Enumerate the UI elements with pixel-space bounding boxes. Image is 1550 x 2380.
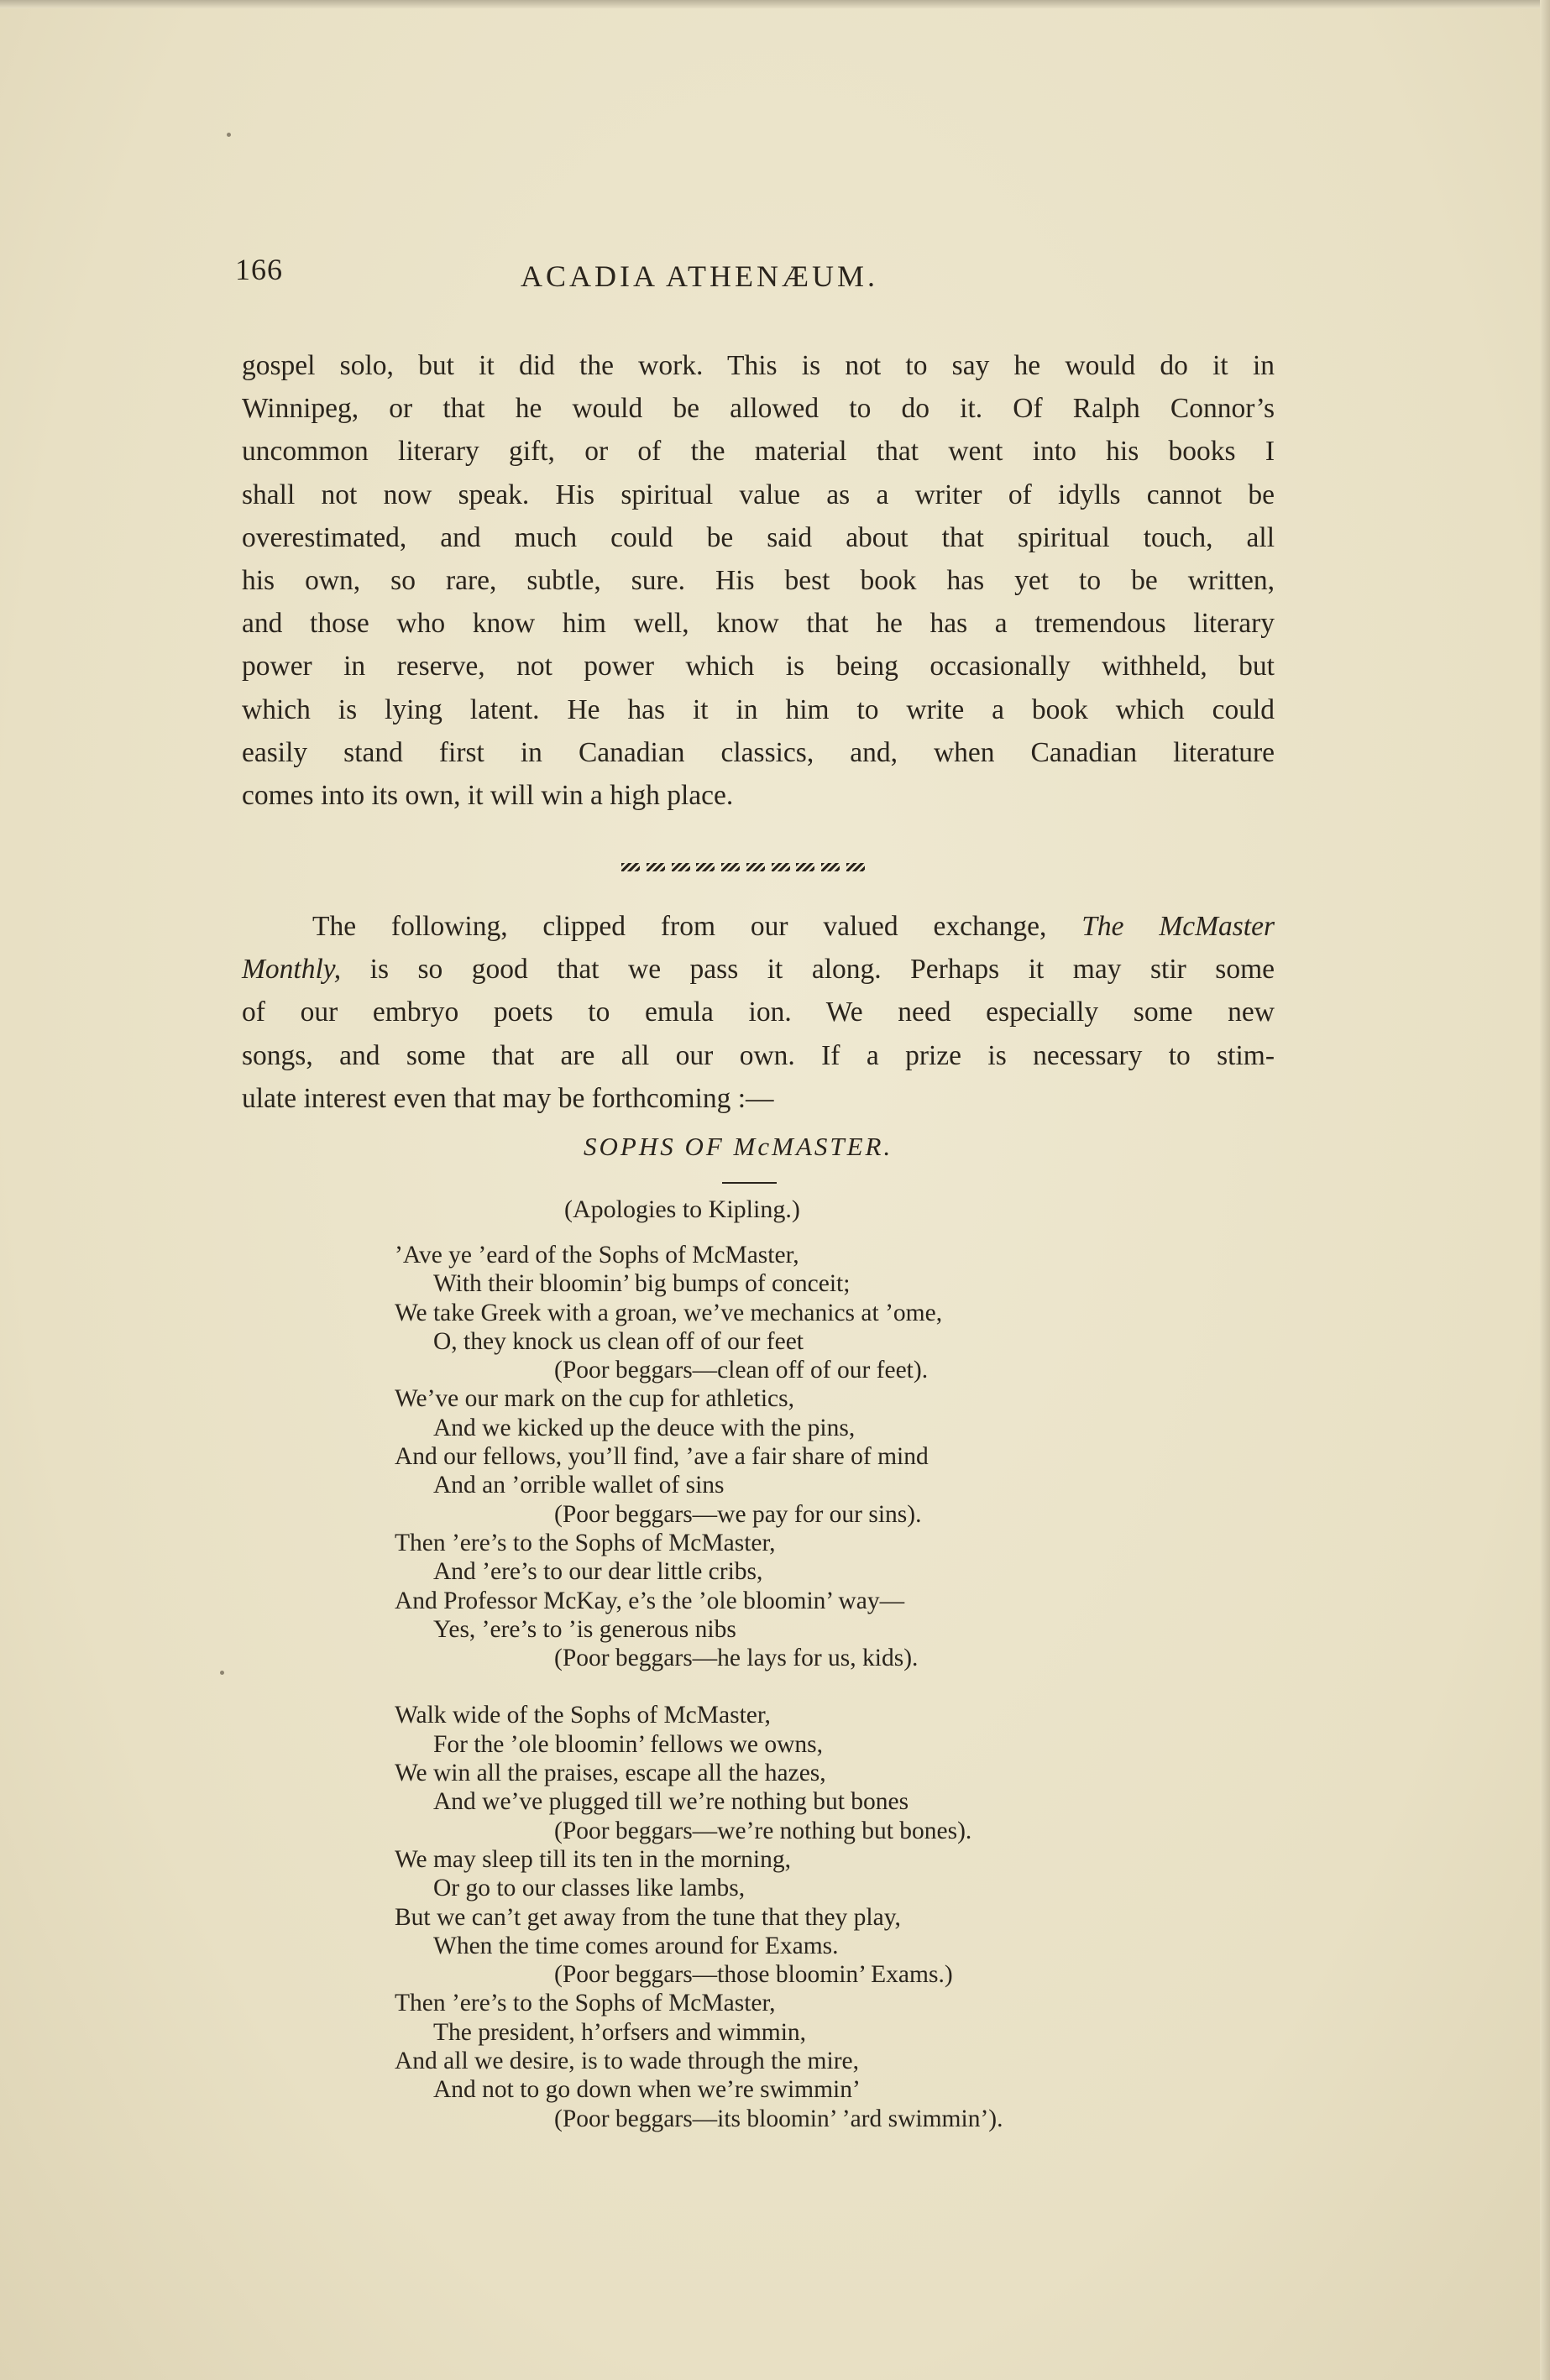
stanza-break bbox=[395, 1672, 1150, 1701]
text-line: Winnipeg, or that he would be allowed to do it. Of Ralph Connor’s bbox=[242, 393, 1275, 425]
poem-line: But we can’t get away from the tune that they play, bbox=[395, 1903, 901, 1931]
poem-line: (Poor beggars—he lays for us, kids). bbox=[554, 1645, 919, 1672]
poem-line: We’ve our mark on the cup for athletics, bbox=[395, 1385, 795, 1413]
text-line: and those who know him well, know that he has a tremendous literary bbox=[242, 608, 1275, 640]
poem-line: And our fellows, you’ll find, ’ave a fair share of mind bbox=[395, 1443, 929, 1471]
poem-line: We take Greek with a groan, we’ve mechanics at ’ome, bbox=[395, 1299, 943, 1326]
poem-title: SOPHS OF McMASTER. bbox=[584, 1132, 893, 1161]
text-line: which is lying latent. He has it in him to write a book which could bbox=[242, 693, 1275, 725]
poem-line: And ’ere’s to our dear little cribs, bbox=[433, 1558, 763, 1586]
poem-line: Then ’ere’s to the Sophs of McMaster, bbox=[395, 1990, 776, 2017]
text-line bbox=[242, 905, 1275, 948]
poem-line: Walk wide of the Sophs of McMaster, bbox=[395, 1702, 771, 1729]
poem-line: For the ’ole bloomin’ fellows we owns, bbox=[433, 1730, 824, 1758]
running-title: ACADIA ATHENÆUM. bbox=[521, 259, 879, 293]
text-line: shall not now speak. His spiritual value as a writer of idylls cannot be bbox=[242, 479, 1275, 510]
text-line: uncommon literary gift, or of the material that went into his books I bbox=[242, 436, 1275, 468]
poem-line: And an ’orrible wallet of sins bbox=[433, 1472, 725, 1499]
paragraph-mcmaster-intro bbox=[242, 905, 1275, 1120]
line-text: is so good that we pass it along. Perhaps it may stir some bbox=[369, 954, 1275, 986]
page-top-edge bbox=[0, 0, 1550, 8]
text-line: gospel solo, but it did the work. This is not to say he would do it in bbox=[242, 350, 1275, 381]
text-line: power in reserve, not power which is being occasionally withheld, but bbox=[242, 651, 1275, 683]
text-line: ulate interest even that may be forthcoming :— bbox=[242, 1082, 774, 1114]
text-line bbox=[242, 948, 1275, 991]
text-line: songs, and some that are all our own. If a prize is necessary to stim- bbox=[242, 1039, 1275, 1071]
poem-line: And we kicked up the deuce with the pins, bbox=[433, 1414, 856, 1441]
poem-line: The president, h’orfsers and wimmin, bbox=[433, 2018, 807, 2046]
poem-line: O, they knock us clean off of our feet bbox=[433, 1327, 804, 1355]
poem-line: (Poor beggars—we’re nothing but bones). bbox=[554, 1817, 972, 1844]
text-line: easily stand first in Canadian classics, and, when Canadian literature bbox=[242, 736, 1275, 768]
poem-line: We win all the praises, escape all the hazes, bbox=[395, 1760, 826, 1787]
paragraph-ralph-connor bbox=[242, 344, 1275, 817]
line-text: The following, clipped from our valued exchange, bbox=[312, 911, 1047, 942]
paper-speck bbox=[227, 133, 231, 137]
title-rule bbox=[722, 1182, 777, 1184]
page-right-edge bbox=[1540, 0, 1550, 2380]
page-header bbox=[235, 252, 1276, 302]
publication-title-cont: Monthly, bbox=[242, 954, 342, 986]
page-number: 166 bbox=[235, 253, 283, 286]
publication-title: The McMaster bbox=[1081, 911, 1275, 942]
poem-line: With their bloomin’ big bumps of conceit; bbox=[433, 1270, 851, 1298]
poem-line: When the time comes around for Exams. bbox=[433, 1932, 839, 1959]
section-divider-ornament bbox=[621, 860, 865, 875]
poem-line: And we’ve plugged till we’re nothing but bones bbox=[433, 1788, 909, 1816]
poem-line: (Poor beggars—those bloomin’ Exams.) bbox=[554, 1961, 953, 1989]
paper-speck bbox=[220, 1671, 224, 1675]
poem-line: Or go to our classes like lambs, bbox=[433, 1875, 746, 1902]
text-line: his own, so rare, subtle, sure. His best book has yet to be written, bbox=[242, 565, 1275, 597]
poem-line: (Poor beggars—we pay for our sins). bbox=[554, 1500, 922, 1528]
poem-line: We may sleep till its ten in the morning, bbox=[395, 1845, 791, 1873]
poem-line: And not to go down when we’re swimmin’ bbox=[433, 2076, 861, 2104]
text-line: of our embryo poets to emula ion. We need especially some new bbox=[242, 996, 1275, 1028]
text-line: comes into its own, it will win a high place. bbox=[242, 780, 734, 812]
poem-line: (Poor beggars—its bloomin’ ’ard swimmin’). bbox=[554, 2105, 1003, 2132]
poem-line: (Poor beggars—clean off of our feet). bbox=[554, 1357, 929, 1384]
poem-line: Then ’ere’s to the Sophs of McMaster, bbox=[395, 1529, 776, 1556]
text-line: overestimated, and much could be said about that spiritual touch, all bbox=[242, 521, 1275, 553]
poem-line: ’Ave ye ’eard of the Sophs of McMaster, bbox=[395, 1242, 799, 1268]
poem-line: And Professor McKay, e’s the ’ole bloomin’ way— bbox=[395, 1587, 905, 1614]
poem-subtitle: (Apologies to Kipling.) bbox=[564, 1195, 800, 1223]
poem-line: Yes, ’ere’s to ’is generous nibs bbox=[433, 1615, 736, 1643]
poem-line: And all we desire, is to wade through the mire, bbox=[395, 2048, 859, 2075]
poem-body bbox=[395, 1241, 1150, 2133]
